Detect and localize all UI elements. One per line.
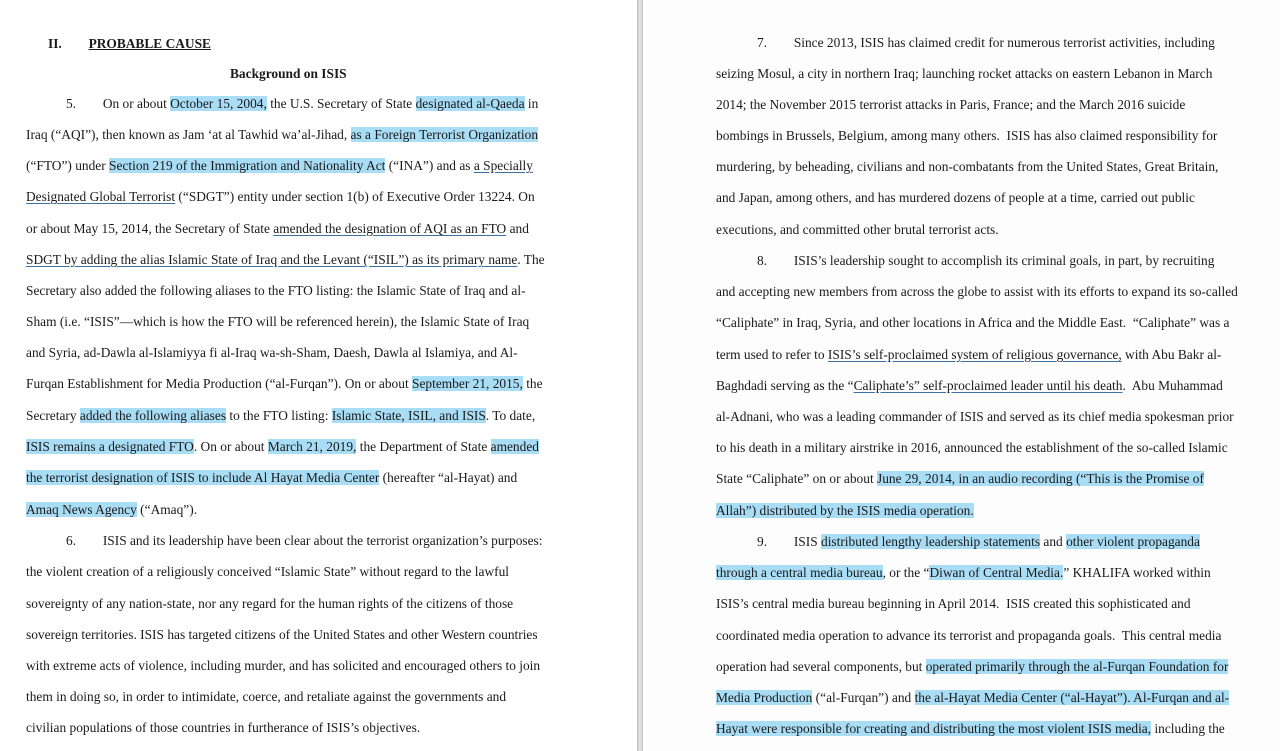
text-line [26, 344, 518, 362]
text-line [26, 595, 513, 613]
text-run: seizing Mosul, a city in northern Iraq; launching rocket attacks on eastern Lebanon in March [716, 66, 1213, 81]
text-run: Sham (i.e. “ISIS”—which is how the FTO will be referenced herein), the Islamic State of Iraq [26, 314, 530, 329]
text-run: with extreme acts of violence, including murder, and has solicited and encouraged others to join [26, 658, 541, 673]
highlighted-text: Islamic State, ISIL, and ISIS [331, 408, 486, 423]
text-run: 9. ISIS [757, 534, 821, 549]
text-run: (“INA”) and as [385, 158, 474, 173]
highlighted-text: Section 219 of the Immigration and Nationality Act [109, 158, 386, 173]
text-run: 8. ISIS’s leadership sought to accomplish its criminal goals, in part, by recruiting [757, 253, 1215, 268]
text-run: ISIS’s central media bureau beginning in April 2014. ISIS created this sophisticated and [716, 596, 1191, 611]
text-run: and [506, 221, 529, 236]
text-line [757, 34, 1215, 52]
text-run: to the FTO listing: [226, 408, 332, 423]
text-line [716, 221, 999, 239]
text-line [716, 502, 974, 520]
text-run: or about May 15, 2014, the Secretary of State [26, 221, 274, 236]
highlighted-text: October 15, 2004, [170, 96, 267, 111]
text-run: them in doing so, in order to intimidate, coerce, and retaliate against the governments and [26, 689, 507, 704]
text-line [26, 126, 538, 144]
text-line [26, 626, 538, 644]
highlighted-text: March 21, 2019, [267, 439, 357, 454]
text-run: 2014; the November 2015 terrorist attacks in Paris, France; and the March 2016 suicide [716, 97, 1186, 112]
highlighted-text: distributed lengthy leadership statements [821, 534, 1041, 549]
text-line [26, 220, 529, 238]
text-run: coordinated media operation to advance its terrorist and propaganda goals. This central media [716, 628, 1222, 643]
text-run: and Syria, ad-Dawla al-Islamiyya fi al-Iraq wa-sh-Sham, Daesh, Dawla al Islamiya, and Al- [26, 345, 518, 360]
text-line [26, 251, 545, 269]
underlined-text: ISIS’s self-proclaimed system of religious governance, [827, 347, 1122, 362]
text-run: executions, and committed other brutal terrorist acts. [716, 222, 999, 237]
text-run: operation had several components, but [716, 659, 926, 674]
text-run: (“Amaq”). [136, 502, 198, 517]
text-line [26, 375, 543, 393]
highlighted-text: June 29, 2014, in an audio recording (“This is the Promise of [877, 471, 1204, 486]
highlighted-text: through a central media bureau [716, 565, 883, 580]
text-run: including the [1151, 721, 1225, 736]
text-run: the violent creation of a religiously conceived “Islamic State” without regard to the lawful [26, 564, 510, 579]
text-line [716, 439, 1228, 457]
text-run: Secretary also added the following aliases to the FTO listing: the Islamic State of Iraq and al- [26, 283, 526, 298]
highlighted-text: added the following aliases [79, 408, 227, 423]
text-run: term used to refer to [716, 347, 828, 362]
text-line [26, 438, 539, 456]
text-line [716, 689, 1229, 707]
text-line [26, 719, 420, 737]
text-line [26, 282, 526, 300]
text-line [26, 407, 535, 425]
highlighted-text: the al-Hayat Media Center (“al-Hayat”). Al-Furqan and al- [914, 690, 1230, 705]
document-page-right [643, 0, 1280, 751]
highlighted-text: operated primarily through the al-Furqan Foundation for [925, 659, 1229, 674]
text-run: and Japan, among others, and has murdered dozens of people at a time, carried out public [716, 190, 1195, 205]
highlighted-text: Allah”) distributed by the ISIS media operation. [716, 503, 974, 518]
text-line [716, 158, 1218, 176]
text-run: bombings in Brussels, Belgium, among many others. ISIS has also claimed responsibility for [716, 128, 1218, 143]
highlighted-text: designated al-Qaeda [415, 96, 525, 111]
highlighted-text: other violent propaganda [1066, 534, 1200, 549]
text-line [716, 408, 1234, 426]
highlighted-text: Diwan of Central Media. [929, 565, 1064, 580]
text-run: and [1040, 534, 1067, 549]
highlighted-text: Amaq News Agency [26, 502, 137, 517]
text-run: the Department of State [356, 439, 491, 454]
text-line [716, 346, 1221, 364]
text-line [66, 532, 542, 550]
text-line [716, 720, 1225, 738]
highlighted-text: Hayat were responsible for creating and distributing the most violent ISIS media, [716, 721, 1152, 736]
text-run: . To date, [485, 408, 536, 423]
text-line [716, 96, 1185, 114]
text-line [26, 563, 509, 581]
text-run: “Caliphate” in Iraq, Syria, and other locations in Africa and the Middle East. “Caliphate” was a [716, 315, 1230, 330]
text-run: . On or about [193, 439, 268, 454]
text-line [716, 189, 1195, 207]
underlined-text: Designated Global Terrorist [26, 189, 176, 204]
text-run: (hereafter “al-Hayat) and [379, 470, 518, 485]
text-line [66, 95, 538, 113]
text-run: 6. ISIS and its leadership have been clear about the terrorist organization’s purposes: [66, 533, 543, 548]
underlined-text: SDGT by adding the alias Islamic State of Iraq and the Levant (“ISIL”) as its primary name [26, 252, 518, 267]
highlighted-text: amended [490, 439, 539, 454]
text-line [26, 688, 506, 706]
text-line [716, 127, 1217, 145]
text-run: 7. Since 2013, ISIS has claimed credit for numerous terrorist activities, including [757, 35, 1215, 50]
text-line [716, 283, 1238, 301]
highlighted-text: ISIS remains a designated FTO [26, 439, 194, 454]
text-run: with Abu Bakr al- [1121, 347, 1222, 362]
text-run: , or the “ [882, 565, 930, 580]
text-line [26, 657, 540, 675]
text-line [230, 65, 347, 83]
text-run: the [522, 376, 543, 391]
text-run: murdering, by beheading, civilians and non-combatants from the United States, Great Britain, [716, 159, 1219, 174]
text-run: Baghdadi serving as the “ [716, 378, 854, 393]
text-line [26, 501, 197, 519]
text-line [716, 627, 1221, 645]
text-line [26, 188, 535, 206]
text-run: ” KHALIFA worked within [1063, 565, 1211, 580]
text-run: al-Adnani, who was a leading commander of ISIS and served as its chief media spokesman prior [716, 409, 1234, 424]
text-run: sovereign territories. ISIS has targeted citizens of the United States and other Western countries [26, 627, 538, 642]
heading-text: Background on ISIS [230, 66, 347, 81]
text-line [716, 564, 1211, 582]
text-line [716, 377, 1223, 395]
text-line [757, 533, 1200, 551]
text-run: (“SDGT”) entity under section 1(b) of Executive Order 13224. On [175, 189, 535, 204]
text-run: 5. On or about [66, 96, 171, 111]
section-heading: PROBABLE CAUSE [88, 36, 211, 51]
text-line [716, 314, 1230, 332]
highlighted-text: Media Production [716, 690, 813, 705]
underlined-text: amended the designation of AQI as an FTO [273, 221, 507, 236]
text-line [757, 252, 1214, 270]
text-run: to his death in a military airstrike in 2016, announced the establishment of the so-called Islamic [716, 440, 1228, 455]
text-line [716, 595, 1191, 613]
text-run: Furqan Establishment for Media Production (“al-Furqan”). On or about [26, 376, 413, 391]
text-run: Secretary [26, 408, 80, 423]
text-run: Iraq (“AQI”), then known as Jam ‘at al Tawhid wa’al-Jihad, [26, 127, 351, 142]
document-page-left [0, 0, 637, 751]
text-line [26, 469, 517, 487]
highlighted-text: the terrorist designation of ISIS to include Al Hayat Media Center [26, 470, 380, 485]
text-line [26, 157, 533, 175]
underlined-text: a Specially [473, 158, 533, 173]
text-run [62, 36, 89, 51]
text-run: . Abu Muhammad [1122, 378, 1223, 393]
text-run: sovereignty of any nation-state, nor any regard for the human rights of the citizens of those [26, 596, 514, 611]
text-run: the U.S. Secretary of State [266, 96, 416, 111]
text-run: and accepting new members from across the globe to assist with its efforts to expand its so-called [716, 284, 1238, 299]
text-run: in [524, 96, 539, 111]
text-run: (“FTO”) under [26, 158, 110, 173]
text-run: . The [517, 252, 545, 267]
text-line [716, 470, 1204, 488]
text-line [26, 313, 529, 331]
highlighted-text: September 21, 2015, [412, 376, 523, 391]
text-run: State “Caliphate” on or about [716, 471, 878, 486]
text-line [48, 35, 211, 53]
text-line [716, 65, 1212, 83]
text-run: civilian populations of those countries in furtherance of ISIS’s objectives. [26, 720, 421, 735]
highlighted-text: as a Foreign Terrorist Organization [350, 127, 539, 142]
text-run: (“al-Furqan”) and [812, 690, 915, 705]
heading-text: II. [48, 36, 62, 51]
text-line [716, 658, 1228, 676]
underlined-text: Caliphate’s” self-proclaimed leader until his death [853, 378, 1123, 393]
